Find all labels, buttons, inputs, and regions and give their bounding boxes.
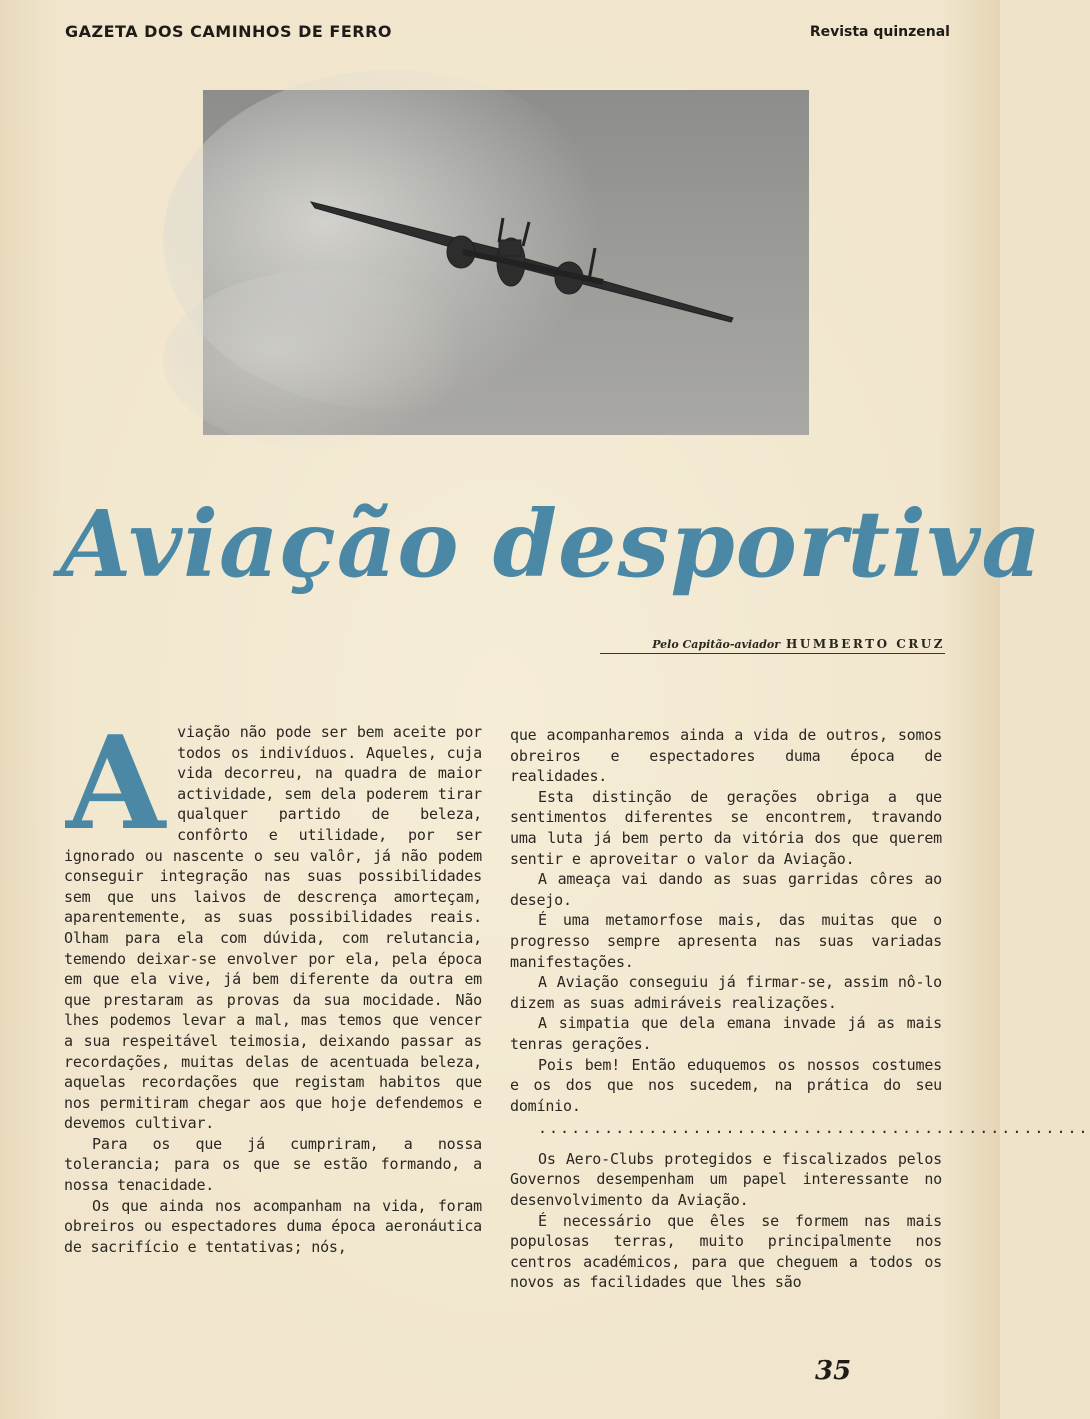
paragraph: Esta distinção de gerações obriga a que sentimentos diferentes se encontrem, travando uma luta já bem perto da vitória dos que querem sentir e aproveitar o valor da Aviação. <box>510 787 942 868</box>
paragraph: É uma metamorfose mais, das muitas que o progresso sempre apresenta nas suas variadas manifestações. <box>510 911 942 971</box>
paragraph-text: viação não pode ser bem aceite por todos os indivíduos. Aqueles, cuja vida decorreu, na quadra de maior actividade, sem dela poderem tirar qualquer partido de beleza, confôrto e utilidade, por ser ignorado ou nascente o seu valôr, já não podem conseguir integração nas suas possibilidades sem que uns laivos de descrença amorteçam, aparentemente, as suas possibilidades reais. Olham para ela com dúvida, com relutancia, temendo deixar-se envolver por ela, pela época em que ela vive, já bem diferente da outra em que prestaram as provas da sua mocidade. Não lhes podemos levar a mal, mas temos que vencer a sua respeitável teimosia, deixando passar as recordações, muitas delas de acentuada beleza, aquelas recordações que registam habitos que nos permitiram chegar aos que hoje defendemos e devemos cultivar. <box>64 723 482 1133</box>
cloud-shape <box>163 270 483 450</box>
page-number: 35 <box>815 1356 852 1386</box>
left-column <box>64 709 482 1257</box>
paragraph: Para os que já cumpriram, a nossa tolerancia; para os que se estão formando, a nossa tenacidade. <box>64 1134 482 1195</box>
section-separator: .................................................. <box>538 1119 1090 1138</box>
airplane-illustration <box>203 90 809 435</box>
right-column <box>510 725 1090 1293</box>
paragraph <box>64 709 482 1134</box>
paragraph: Os que ainda nos acompanham na vida, foram obreiros ou espectadores duma época aeronáutica de sacrifício e tentativas; nós, <box>64 1196 482 1256</box>
paragraph: A Aviação conseguiu já firmar-se, assim nô-lo dizem as suas admiráveis realizações. <box>510 973 942 1012</box>
paragraph: Pois bem! Então eduquemos os nossos costumes e os dos que nos sucedem, na prática do seu domínio. <box>510 1055 942 1115</box>
airplane-photo <box>203 90 809 435</box>
paragraph: É necessário que êles se formem nas mais populosas terras, muito principalmente nos centros académicos, para que cheguem a todos os novos as facilidades que lhes são <box>510 1211 942 1292</box>
publication-frequency: Revista quinzenal <box>809 24 950 40</box>
paragraph: que acompanharemos ainda a vida de outros, somos obreiros e espectadores duma época de realidades. <box>510 726 942 786</box>
byline <box>600 637 945 654</box>
byline-prefix: Pelo Capitão-aviador <box>652 638 781 651</box>
paragraph: Os Aero-Clubs protegidos e fiscalizados pelos Governos desempenham um papel interessante no desenvolvimento da Aviação. <box>510 1149 942 1210</box>
publication-name: GAZETA DOS CAMINHOS DE FERRO <box>65 22 393 41</box>
drop-cap: A <box>66 709 166 859</box>
article-title: Aviação desportiva <box>60 490 1043 598</box>
paragraph: A simpatia que dela emana invade já as mais tenras gerações. <box>510 1014 942 1053</box>
author-name: HUMBERTO CRUZ <box>786 637 945 651</box>
paragraph: A ameaça vai dando as suas garridas côres ao desejo. <box>510 870 942 909</box>
